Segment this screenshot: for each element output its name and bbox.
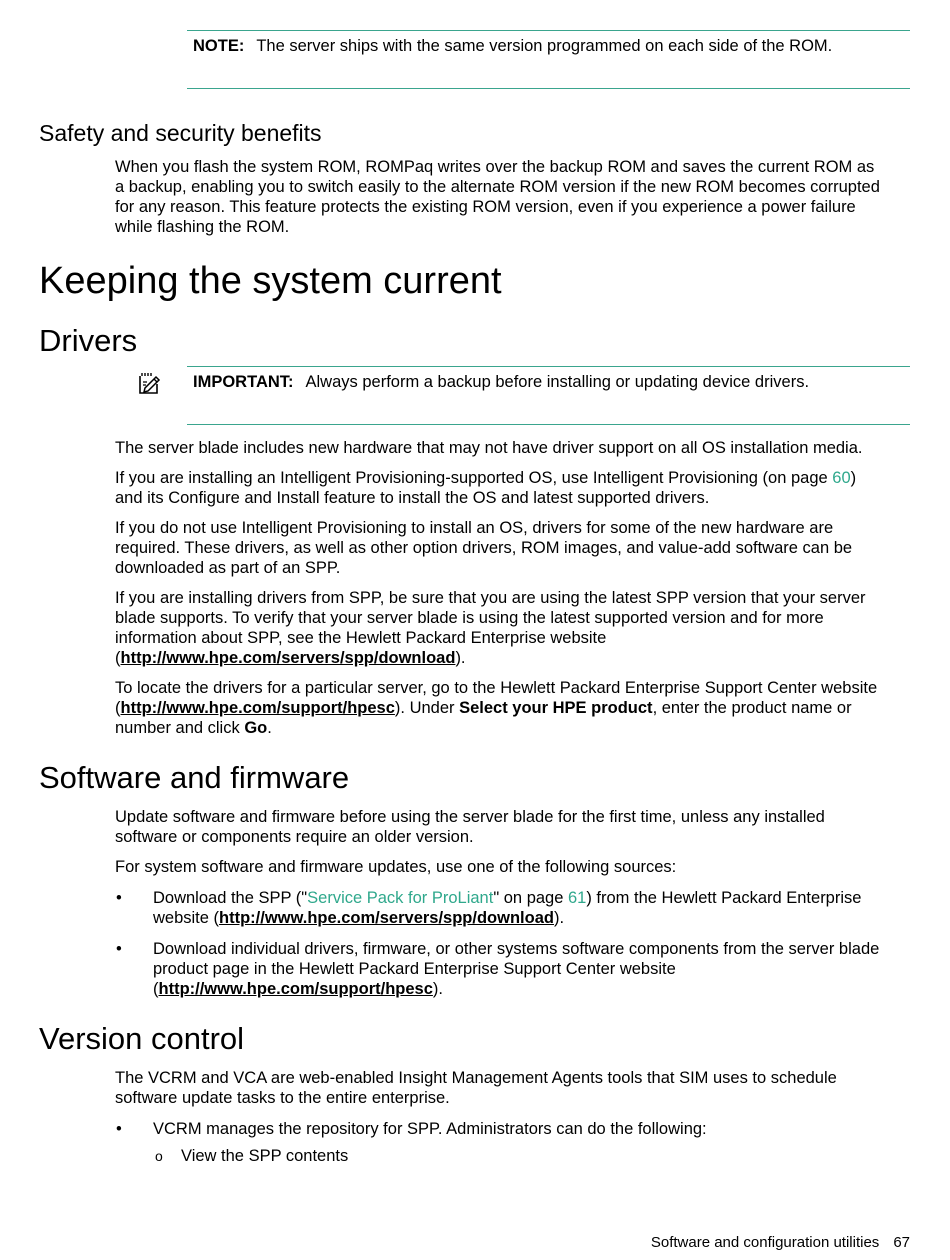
- safety-paragraph: When you flash the system ROM, ROMPaq writes over the backup ROM and saves the current ROM as a backup, enabling you to switch easily to the alternate ROM version if the new ROM becomes corrupted for any reason. This feature protects the existing ROM version, even if you experience a power failure while flashing the ROM.: [115, 158, 880, 236]
- sub-bullet-marker: o: [155, 1148, 163, 1164]
- version-sub-bullet-1: View the SPP contents: [181, 1147, 349, 1165]
- spp-ref-link[interactable]: Service Pack for ProLiant: [307, 889, 494, 907]
- software-p2: For system software and firmware updates, use one of the following sources:: [115, 858, 677, 876]
- page-ref-61-link[interactable]: 61: [567, 889, 587, 907]
- page-ref-60-link[interactable]: 60: [832, 469, 851, 487]
- footer-section: Software and configuration utilities: [650, 1234, 880, 1251]
- safety-heading: Safety and security benefits: [39, 120, 322, 146]
- version-bullet-1: VCRM manages the repository for SPP. Administrators can do the following:: [153, 1120, 707, 1138]
- important-label: IMPORTANT:: [193, 373, 294, 391]
- important-note-icon: [136, 370, 162, 396]
- page-footer: [651, 1234, 910, 1252]
- drivers-p2: If you are installing an Intelligent Provisioning-supported OS, use Intelligent Provisioning (on page 60) and its Configure and Install feature to install the OS and latest supported drivers.: [115, 469, 857, 507]
- software-bullet-1: Download the SPP ("Service Pack for ProLiant" on page 61) from the Hewlett Packard Enterprise website (http://www.hpe.com/servers/spp/download).: [153, 889, 862, 927]
- important-callout: [187, 366, 910, 425]
- keeping-heading: Keeping the system current: [39, 260, 502, 302]
- drivers-p3: If you do not use Intelligent Provisioning to install an OS, drivers for some of the new hardware are required. These drivers, as well as other option drivers, ROM images, and value-add software can be downloaded as part of an SPP.: [115, 519, 853, 577]
- spp-download-link-2[interactable]: http://www.hpe.com/servers/spp/download: [219, 909, 554, 927]
- note-callout: [187, 30, 910, 89]
- important-text: IMPORTANT: Always perform a backup before installing or updating device drivers.: [193, 373, 810, 391]
- drivers-p4: If you are installing drivers from SPP, be sure that you are using the latest SPP version that your server blade supports. To verify that your server blade is using the latest supported version and for more information about SPP, see the Hewlett Packard Enterprise website (http://www.hpe.com/servers/spp/download).: [115, 589, 866, 667]
- version-heading: Version control: [39, 1021, 245, 1056]
- note-label: NOTE:: [193, 37, 245, 55]
- bullet-marker: •: [116, 889, 122, 907]
- hpesc-support-link-2[interactable]: http://www.hpe.com/support/hpesc: [158, 980, 433, 998]
- version-p1: The VCRM and VCA are web-enabled Insight Management Agents tools that SIM uses to schedule software update tasks to the entire enterprise.: [115, 1069, 837, 1107]
- software-bullet-2: Download individual drivers, firmware, or other systems software components from the server blade product page in the Hewlett Packard Enterprise Support Center website (http://www.hpe.com/support/hpesc).: [153, 940, 880, 998]
- spp-download-link[interactable]: http://www.hpe.com/servers/spp/download: [120, 649, 456, 667]
- software-p1: Update software and firmware before using the server blade for the first time, unless any installed software or components require an older version.: [115, 808, 825, 846]
- drivers-heading: Drivers: [39, 323, 138, 358]
- drivers-p5: To locate the drivers for a particular server, go to the Hewlett Packard Enterprise Support Center website (http://www.hpe.com/support/hpesc). Under Select your HPE product, enter the product name or number and click Go.: [115, 679, 878, 737]
- software-heading: Software and firmware: [39, 760, 350, 795]
- drivers-p1: The server blade includes new hardware that may not have driver support on all OS installation media.: [115, 439, 863, 457]
- bullet-marker: •: [116, 940, 122, 958]
- note-text: NOTE: The server ships with the same version programmed on each side of the ROM.: [193, 37, 833, 55]
- bullet-marker: •: [116, 1120, 122, 1138]
- hpesc-support-link[interactable]: http://www.hpe.com/support/hpesc: [120, 699, 395, 717]
- page-number: 67: [893, 1234, 910, 1251]
